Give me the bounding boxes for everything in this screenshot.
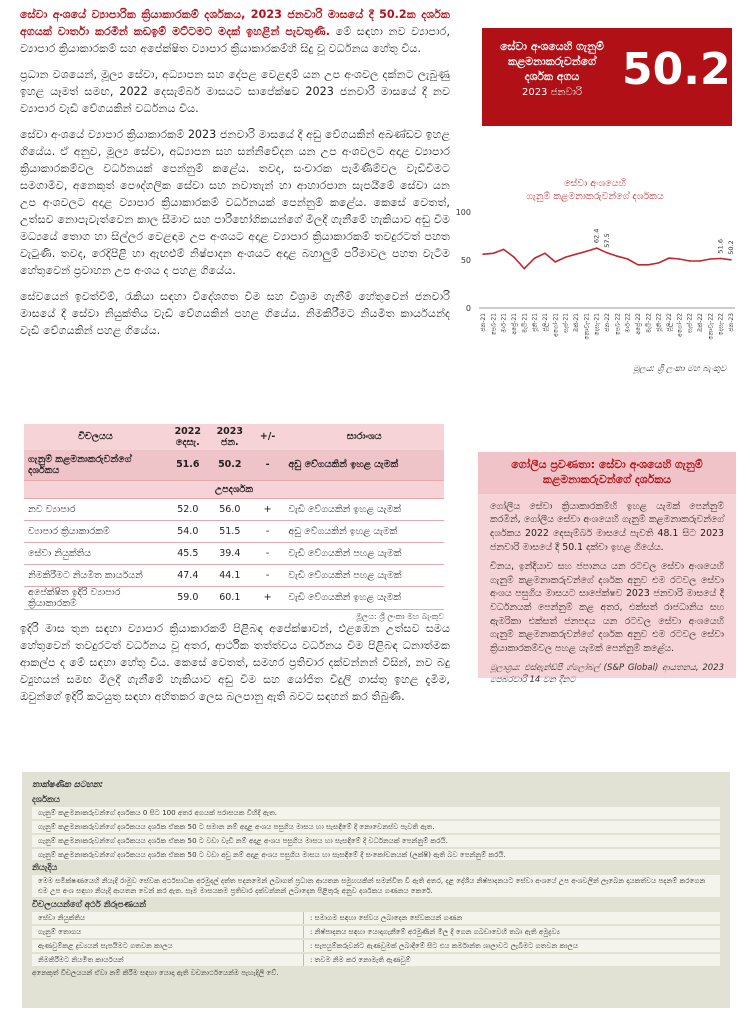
global-trends-panel bbox=[478, 452, 736, 685]
pmi-value-label bbox=[492, 40, 612, 99]
table-row bbox=[24, 520, 444, 542]
technical-notes bbox=[22, 772, 730, 1008]
x-tick-label: මාර්-21 bbox=[500, 313, 508, 333]
paragraph-new-business: ප්‍රධාන වශයෙන්, මූල්‍ය සේවා, අධ්‍යාපන සහ දේපළ වෙළඳාම් යන උප අංශවල දක්නට ලැබුණු ඉහළ යෑමත් සමඟ, 2022 දෙසැම්බර් මාසයට සාපේක්ෂව 2023 ජනවාරි මාසයේ දී නව ව්‍යාපාර වැඩි වේගයකින් වර්ධනය විය. bbox=[20, 68, 450, 116]
data-point bbox=[606, 252, 608, 254]
table-row bbox=[24, 542, 444, 564]
notes-definition-term: ඇණවුම්කළ ද්‍රව්‍යයන් සැපයීමට ගතවන කාලය bbox=[32, 940, 304, 952]
x-tick-label: ජූනි-21 bbox=[531, 313, 539, 332]
table-cell-name: නිමකිරීමට නියමිත කාර්යයන් bbox=[24, 564, 167, 586]
x-tick-label: ඔක්-21 bbox=[573, 313, 580, 333]
x-tick-label: ජූලි-22 bbox=[666, 313, 673, 332]
intro-highlight: සේවා අංශයේ ව්‍යාපාරික ක්‍රියාකාරකම් දර්ශකය, 2023 ජනවාරි මාසයේ දී 50.2ක දර්ශක අගයක් වාර්තා කරමින් කඩඉම් මට්ටමට මදක් ඉහළින් පැවතුණි. bbox=[20, 8, 450, 39]
table-header-cell: සාරාංශය bbox=[284, 424, 444, 450]
x-tick-label: මැයි-21 bbox=[521, 313, 529, 334]
x-tick-label: මැයි-22 bbox=[645, 313, 653, 334]
data-label: 50.2 bbox=[727, 240, 735, 255]
table-header-cell: විචලයය bbox=[24, 424, 167, 450]
intro-rest: මේ සඳහා නව ව්‍යාපාර, ව්‍යාපාර ක්‍රියාකාරකම් සහ අපේක්ෂිත ව්‍යාපාර ක්‍රියාකාරකම්හි සිදු වූ වර්ධනය හේතු විය. bbox=[20, 25, 450, 56]
notes-definition-row bbox=[32, 954, 720, 966]
pmi-value-box bbox=[482, 28, 732, 126]
series-line bbox=[483, 248, 731, 269]
global-trends-paragraph-1: ගෝලීය සේවා ක්‍රියාකාරකම්හි ඉහළ යැමක් පෙන්නුම් කරමින්, ගෝලීය සේවා අංශයෙහි ගැනුම් කළමනාකරුවන්ගේ දර්ශකය 2022 දෙසැම්බර් මාසයේ පැවති 48.1 සිට 2023 ජනවාරි මාසයේ දී 50.1 දක්වා ඉහළ ගියේය. bbox=[490, 500, 724, 553]
table-header-cell: +/- bbox=[251, 424, 285, 450]
x-tick-label: අප්‍රේ-22 bbox=[635, 313, 642, 335]
notes-definition-text: : තවම නිම කර නොමැති ඇණවුම් bbox=[310, 954, 411, 964]
table-source: මූලය: ශ්‍රී ලංකා මහ බැංකුව bbox=[356, 611, 444, 621]
notes-method-heading: නියැදිය bbox=[32, 863, 58, 874]
x-tick-label: අගෝ-22 bbox=[676, 313, 684, 337]
paragraph-business-activity: සේවා අංශයේ ව්‍යාපාර ක්‍රියාකාරකම් 2023 ජනවාරි මාසයේ දී අඩු වේගයකින් අඛණ්ඩව ඉහළ ගියේය. ඒ අනුව, මූල්‍ය සේවා, අධ්‍යාපන සහ සන්නිවේදන යන උප අංශවලට අදාළ ව්‍යාපාර ක්‍රියාකාරකම්වල වර්ධනයක් පෙන්නුම් කළේය. තවද, සංචාරක පැමිණීම්වල වැඩිවීමට සමගාමීව, අනෙකුත් පෞද්ගලික සේවා සහ නවාතැන් හා ආහාරපාන සැපයීමේ සේවා යන උප අංශවලට අදාළ ව්‍යාපාර ක්‍රියාකාරකම් වර්ධනයක් පෙන්නුම් කළේය. කෙසේ වෙතත්, උත්සව නොපැවැත්වෙන කාල සීමාව සහ පාරිභෝගිකයන්ගේ මිලදී ගැනීමේ හැකියාව අඩු වීම මධ්‍යයේ තොග හා සිල්ලර වෙළඳාම උප අංශයට අදාළ ව්‍යාපාර ක්‍රියාකාරකම් තවදුරටත් පහත වැටුණි. තවද, රෙදිපිළි හා ඇඟළුම් නිෂ්පාදන අංශයට අදාළ බහාලුම් පරිමාවල පහත වැටීම හේතුවෙන් ප්‍රවාහන උප අංශය ද පහළ ගියේය. bbox=[20, 128, 450, 278]
data-point bbox=[482, 253, 484, 255]
table-header-row bbox=[24, 424, 444, 450]
data-point bbox=[503, 249, 505, 251]
chart-title bbox=[445, 178, 745, 204]
table-cell-dec: 47.4 bbox=[167, 564, 209, 586]
x-tick-label: පෙබ-21 bbox=[490, 313, 498, 336]
data-point bbox=[730, 259, 732, 261]
table-cell-summary: අඩු වේගයකින් ඉහළ යැමක් bbox=[284, 450, 444, 480]
table-cell-jan: 44.1 bbox=[209, 564, 251, 586]
notes-definitions-list bbox=[32, 912, 720, 966]
table-cell-sign: - bbox=[251, 450, 285, 480]
table-cell-name: අපේක්ෂිත ඉදිරි ව්‍යාපාර ක්‍රියාකාරකම් bbox=[24, 586, 167, 609]
data-point bbox=[596, 247, 598, 249]
notes-index-item: ගැනුම් කළමනාකරුවන්ගේ දර්ශකයය දර්ශක ඒකක 50 ට වඩා වැඩි නම් අදාළ අංශය පසුගිය මාසය හා සැසඳීමේ දී වර්ධනයක් පෙන්නුම් කරයි. bbox=[32, 835, 720, 847]
data-label: 51.6 bbox=[716, 238, 725, 254]
notes-index-heading: දර්ශකය bbox=[32, 794, 60, 805]
global-trends-title: ගෝලීය ප්‍රවණතා: සේවා අංශයෙහි ගැනුම් කළමනාකරුවන්ගේ දර්ශකය bbox=[478, 452, 736, 494]
indicator-table-wrap bbox=[24, 424, 444, 622]
table-cell-jan: 60.1 bbox=[209, 586, 251, 609]
pmi-label-text: සේවා අංශයෙහි ගැනුම් කළමනාකරුවන්ගේ දර්ශක අගය bbox=[500, 40, 604, 83]
notes-definition-term: ගැනුම් තොගය bbox=[32, 926, 304, 938]
main-text-column bbox=[20, 6, 450, 348]
data-point bbox=[710, 258, 712, 260]
x-tick-label: ඔක්-22 bbox=[697, 313, 704, 333]
y-tick-label: 50 bbox=[460, 256, 471, 265]
data-point bbox=[493, 252, 495, 254]
table-cell-sign: + bbox=[251, 498, 285, 520]
notes-index-item: ගැනුම් කළමනාකරුවන්ගේ දර්ශකයය දර්ශක ඒකක 50 ට වඩා අඩු නම් අදාළ අංශය පසුගිය මාසය හා සැසඳීමේ දී සංකෝචනයක් (ලක්ෂි) ඇති බව පෙන්නුම් කරයි. bbox=[32, 849, 720, 861]
table-cell-sign: - bbox=[251, 564, 285, 586]
data-point bbox=[720, 258, 722, 260]
chart-title-line: ගැනුම් කළමනාකරුවන්ගේ දර්ශකය bbox=[526, 190, 664, 202]
table-header-cell: 2022 දෙසැ. bbox=[167, 424, 209, 450]
pmi-headline-value: 50.2 bbox=[622, 44, 731, 95]
data-point bbox=[586, 251, 588, 253]
data-point bbox=[689, 260, 691, 262]
table-cell-name: ව්‍යාපාර ක්‍රියාකාරකම් bbox=[24, 520, 167, 542]
table-cell-name: ගැනුම් කළමනාකරුවන්ගේ දර්ශකය bbox=[24, 450, 167, 480]
x-tick-label: සැප්-21 bbox=[562, 313, 570, 333]
chart-source: මූලය: ශ්‍රී ලංකා මහ බැංකුව bbox=[633, 364, 727, 374]
notes-definition-text: : සැපයුම්කරුවන්ට ඇණවුමක් ලබාදීමේ සිට එය කර්මාන්ත ශාලාවට ලැබීමට ගතවන කාලය bbox=[310, 940, 579, 950]
x-tick-label: දෙසැ-22 bbox=[717, 313, 725, 336]
x-tick-label: නොවැ-21 bbox=[583, 313, 591, 340]
data-point bbox=[565, 256, 567, 258]
notes-index-list bbox=[32, 807, 720, 861]
x-tick-label: ජන-23 bbox=[728, 313, 735, 332]
data-point bbox=[617, 255, 619, 257]
table-cell-sign: - bbox=[251, 542, 285, 564]
table-row bbox=[24, 586, 444, 609]
table-cell-summary: වැඩි වේගයකින් ඉහළ යැමක් bbox=[284, 498, 444, 520]
data-point bbox=[544, 252, 546, 254]
notes-definition-text: : සමාගම සඳහා සේවය ලබාදෙන සේවකයන් ගණන bbox=[310, 913, 463, 923]
paragraph-outlook: ඉදිරි මාස තුන සඳහා ව්‍යාපාර ක්‍රියාකාරකම් පිළිබඳ අපේක්ෂාවන්, එළඹෙන උත්සව සමය හේතුවෙන් තවදුරටත් වර්ධනය වූ අතර, ආර්ථික තත්ත්වය වර්ධනය වීම පිළිබඳ ධනාත්මක ආකල්ප ද මේ සඳහා හේතු විය. කෙසේ වෙතත්, සමහර ප්‍රතිචාර දක්වන්නන් විසින්, නව බදු ව්‍යුහයන් සමඟ මිලදී ගැනීමේ හැකියාව අඩු වීම සහ යෝජිත විදුලි ගාස්තු ඉහළ දැමීම, ඔවුන්ගේ ඉදිරි කටයුතු සඳහා අහිතකර ලෙස බලපානු ඇති බවට සඳහන් කර තිබුණි. bbox=[20, 622, 450, 704]
x-tick-label: ජූලි-21 bbox=[542, 313, 549, 332]
notes-footer: අනෙකුත් විචලයයන් ඒවා නම් කිරීම සඳහා යොදා ඇති වචනාර්ථයෙන්ම පැහැදිලි වේ. bbox=[32, 967, 279, 977]
data-point bbox=[627, 258, 629, 260]
notes-index-item: ගැනුම් කළමනාකරුවන්ගේ දර්ශකයය දර්ශක ඒකක 50 ට සමාන නම් අදාළ අංශය පසුගිය මාසය හා සැසඳීමේ දී නොවෙනස්ව පැවති ඇත. bbox=[32, 821, 720, 833]
x-tick-label: පෙබ-22 bbox=[614, 313, 622, 336]
global-trends-body bbox=[478, 494, 736, 687]
outlook-text bbox=[20, 620, 450, 714]
table-cell-dec: 51.6 bbox=[167, 450, 209, 480]
table-section-label: උපදර්ශක bbox=[24, 480, 444, 498]
data-point bbox=[575, 253, 577, 255]
table-cell-jan: 56.0 bbox=[209, 498, 251, 520]
table-cell-sign: - bbox=[251, 520, 285, 542]
table-body bbox=[24, 450, 444, 609]
paragraph-employment: සේවයෙන් ඉවත්වීම්, රැකියා සඳහා විදේශගත වීම සහ විශ්‍රාම ගැනීම් හේතුවෙන් ජනවාරි මාසයේ දී සේවා නියුක්තිය වැඩි වේගයකින් පහළ ගියේය. නිමකිරීමට නියමිත කාර්යයන්ද වැඩි වේගයකින් පහළ ගියේය. bbox=[20, 290, 450, 338]
notes-title: තාක්ෂණික සටහන: bbox=[32, 780, 103, 790]
table-cell-dec: 45.5 bbox=[167, 542, 209, 564]
y-tick-label: 100 bbox=[455, 208, 471, 217]
x-tick-label: ජන-22 bbox=[604, 313, 611, 332]
notes-definition-row bbox=[32, 940, 720, 952]
notes-definition-text: : නිෂ්පාදනය සඳහා යොදාගැනීමේ අරමුණින් මිල දී ගෙන ගබඩාවෙහි තබා ඇති අමුද්‍රව්‍ය bbox=[310, 927, 561, 937]
data-point bbox=[658, 262, 660, 264]
data-point bbox=[524, 268, 526, 270]
table-cell-name: නව ව්‍යාපාර bbox=[24, 498, 167, 520]
data-point bbox=[555, 261, 557, 263]
notes-index-item: ගැනුම් කළමනාකරුවන්ගේ දර්ශකය 0 සිට 100 අතර අගයක් පරාසයක විහිදී ඇත. bbox=[32, 807, 720, 819]
table-cell-sign: + bbox=[251, 586, 285, 609]
table-header-cell: 2023 ජන. bbox=[209, 424, 251, 450]
chart-canvas bbox=[445, 178, 745, 378]
table-cell-summary: වැඩි වේගයකින් ඉහළ යැමක් bbox=[284, 586, 444, 609]
y-tick-label: 0 bbox=[465, 304, 471, 313]
pmi-line-chart bbox=[445, 178, 745, 378]
global-trends-source: මූලාශ්‍රය: එස්ඇන්ඩ්පී ග්ලෝබල් (S&P Global) ආයතනය, 2023 පෙබරවාරි 14 වන දිනට bbox=[490, 662, 724, 685]
notes-definition-row bbox=[32, 926, 720, 938]
table-cell-dec: 54.0 bbox=[167, 520, 209, 542]
table-cell-dec: 52.0 bbox=[167, 498, 209, 520]
chart-title-line: සේවා අංශයෙහි bbox=[563, 178, 627, 189]
pmi-label-period: 2023 ජනවාරි bbox=[521, 86, 583, 98]
data-label: 62.4 bbox=[592, 228, 601, 244]
table-cell-name: සේවා නියුක්තිය bbox=[24, 542, 167, 564]
x-tick-label: ජූනි-22 bbox=[655, 313, 663, 332]
table-cell-summary: වැඩි වේගයකින් පහළ යැමක් bbox=[284, 564, 444, 586]
table-cell-dec: 59.0 bbox=[167, 586, 209, 609]
notes-definition-row bbox=[32, 912, 720, 924]
notes-definition-term: සේවා නියුක්තිය bbox=[32, 912, 304, 924]
notes-definition-term: නිමකිරීමට නියමිත කාර්යයන් bbox=[32, 954, 304, 966]
table-cell-jan: 39.4 bbox=[209, 542, 251, 564]
table-cell-jan: 50.2 bbox=[209, 450, 251, 480]
data-point bbox=[679, 258, 681, 260]
data-point bbox=[699, 260, 701, 262]
x-tick-label: ජන-21 bbox=[480, 313, 487, 332]
intro-paragraph bbox=[20, 6, 450, 57]
notes-method-text: මෙම සමීක්ෂණයෙහි නියැදි රාමුව සේවක අර්ථසාධක අරමුදල් දත්ත පදනමෙන් ලබාගත් ප්‍රධාන ආයතන සමුහයකින් සමන්විත වී ඇති අතර, දළ දේශීය නිෂ්පාදනයට සේවා අංශයේ උප අංශවලින් ලැබෙන දායකත්වය පදනම් කරගෙන එම උප අංශ සඳහා නියැදි ආයතන වෙන් කර ඇත. සෑම මාසයකම ප්‍රතිචාර දක්වන්නන් ලබාදෙන පිළිතුරු අනුව දර්ශකය ගණනය කෙරේ. bbox=[32, 875, 720, 897]
indicator-table bbox=[24, 424, 444, 610]
x-tick-label: නොවැ-22 bbox=[707, 313, 715, 340]
data-label: 57.5 bbox=[603, 233, 611, 248]
table-row bbox=[24, 564, 444, 586]
table-section-row bbox=[24, 480, 444, 498]
x-tick-label: අගෝ-21 bbox=[552, 313, 560, 337]
data-point bbox=[637, 264, 639, 266]
data-point bbox=[513, 256, 515, 258]
table-cell-summary: අඩු වේගයකින් ඉහළ යැමක් bbox=[284, 520, 444, 542]
data-point bbox=[668, 257, 670, 259]
global-trends-paragraph-2: චීනය, ඉන්දියාව සහ ජපානය යන රටවල සේවා අංශයෙහි ගැනුම් කළමනාකරුවන්ගේ දර්ශක අනුව එම රටවල සේවා අංශය පසුගිය මාසයට සාපේක්ෂව 2023 ජනවාරි මාසයේ දී වර්ධනයක් පෙන්නුම් කළ අතර, එක්සත් රාජධානිය සහ ඇමරිකා එක්සත් ජනපදය යන රටවල සේවා අංශයෙහි ගැනුම් කළමනාකරුවන්ගේ දර්ශක අනුව එම රටවල සේවා ක්‍රියාකාරකම්වල පහළ යැමක් පෙන්නුම් කළේය. bbox=[490, 561, 724, 654]
table-cell-jan: 51.5 bbox=[209, 520, 251, 542]
table-cell-summary: වැඩි වේගයකින් පහළ යැමක් bbox=[284, 542, 444, 564]
notes-definitions-heading: විචලයයන්ගේ අර්ථ නිරූපණයන් bbox=[32, 900, 147, 911]
x-tick-label: දෙසැ-21 bbox=[593, 313, 601, 336]
x-tick-label: මාර්-22 bbox=[624, 313, 632, 333]
data-point bbox=[534, 257, 536, 259]
x-tick-label: අප්‍රේ-21 bbox=[511, 313, 518, 335]
data-point bbox=[648, 264, 650, 266]
table-row bbox=[24, 498, 444, 520]
table-row-headline bbox=[24, 450, 444, 480]
x-tick-label: සැප්-22 bbox=[686, 313, 694, 333]
